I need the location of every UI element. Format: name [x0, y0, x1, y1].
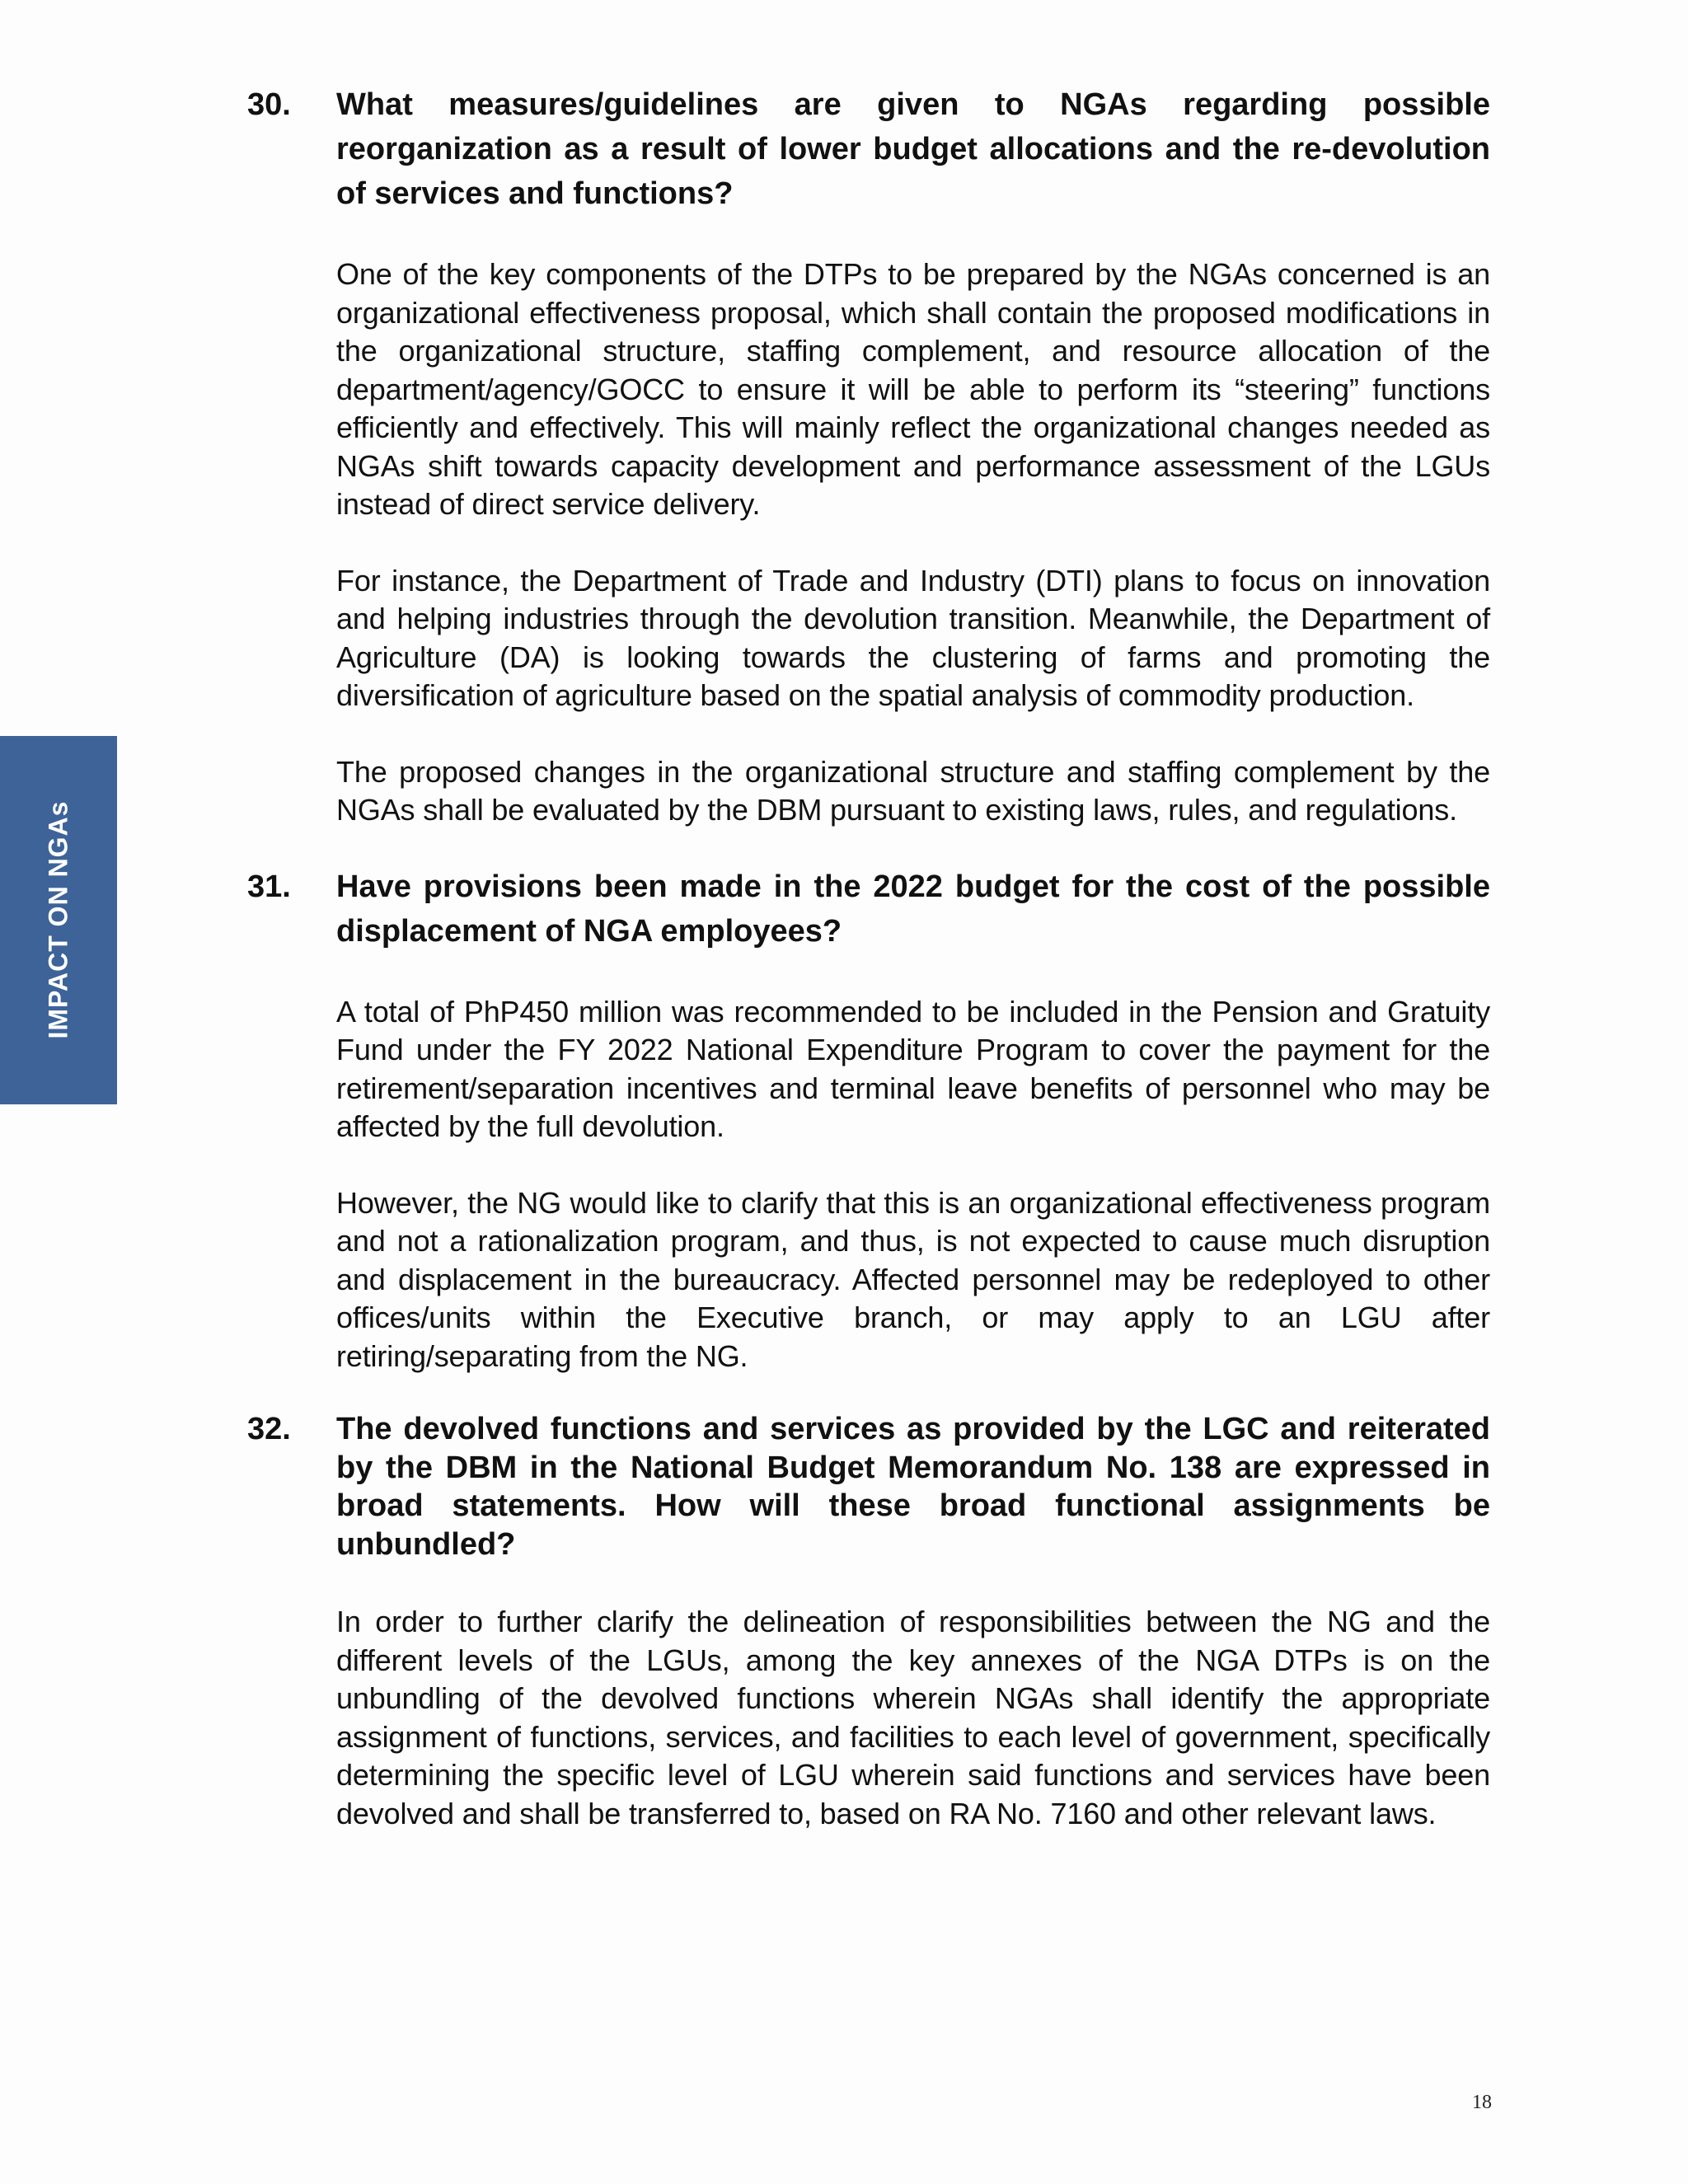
page-number: 18 — [1472, 2092, 1492, 2113]
answer-paragraph: The proposed changes in the organizational structure and staffing complement by the NGAs shall be evaluated by the DBM pursuant to existing laws, rules, and regulations. — [336, 754, 1490, 827]
answer-paragraph: One of the key components of the DTPs to be prepared by the NGAs concerned is an organizational effectiveness proposal, which shall contain the proposed modifications in the organizational structure, staffing complement, and resource allocation of the department/agency/GOCC to ensure it will be able to perform its “steering” functions efficiently and effectively. This will mainly reflect the organizational changes needed as NGAs shift towards capacity development and performance assessment of the LGUs instead of direct service delivery. — [336, 257, 1490, 521]
side-tab-label: IMPACT ON NGAs — [43, 800, 73, 1039]
question-heading — [247, 82, 1490, 216]
question-number: 31. — [247, 869, 291, 904]
question-text: What measures/guidelines are given to NGAs regarding possible reorganization as a result of lower budget allocations and the re-devolution of services and functions? — [336, 87, 1490, 211]
question-heading — [247, 865, 1490, 954]
answer-paragraph: For instance, the Department of Trade and Industry (DTI) plans to focus on innovation and helping industries through the devolution transition. Meanwhile, the Department of Agriculture (DA) is looking towards the clustering of farms and promoting the diversification of agriculture based on the spatial analysis of commodity production. — [336, 563, 1490, 712]
section-side-tab — [0, 736, 117, 1104]
answer-paragraph: A total of PhP450 million was recommended to be included in the Pension and Gratuity Fund under the FY 2022 National Expenditure Program to cover the payment for the retirement/separation incentives and terminal leave benefits of personnel who may be affected by the full devolution. — [336, 994, 1490, 1143]
question-number: 30. — [247, 87, 291, 122]
question-number: 32. — [247, 1412, 291, 1446]
qa-item-31 — [247, 865, 1490, 1376]
question-heading — [247, 1410, 1490, 1563]
question-text: The devolved functions and services as provided by the LGC and reiterated by the DBM in the National Budget Memorandum No. 138 are expressed in broad statements. How will these broad functional assignments be unbundled? — [336, 1412, 1490, 1562]
question-text: Have provisions been made in the 2022 budget for the cost of the possible displacement of NGA employees? — [336, 869, 1490, 949]
qa-item-32 — [247, 1410, 1490, 1833]
qa-item-30 — [247, 82, 1490, 830]
document-body — [247, 82, 1490, 1833]
answer-paragraph: In order to further clarify the delineation of responsibilities between the NG and the different levels of the LGUs, among the key annexes of the NGA DTPs is on the unbundling of the devolved functions wherein NGAs shall identify the appropriate assignment of functions, services, and facilities to each level of government, specifically determining the specific level of LGU wherein said functions and services have been devolved and shall be transferred to, based on RA No. 7160 and other relevant laws. — [336, 1605, 1490, 1830]
answer-paragraph: However, the NG would like to clarify that this is an organizational effectiveness program and not a rationalization program, and thus, is not expected to cause much disruption and displacement in the bureaucracy. Affected personnel may be redeployed to other offices/units within the Executive branch, or may apply to an LGU after retiring/separating from the NG. — [336, 1185, 1490, 1373]
